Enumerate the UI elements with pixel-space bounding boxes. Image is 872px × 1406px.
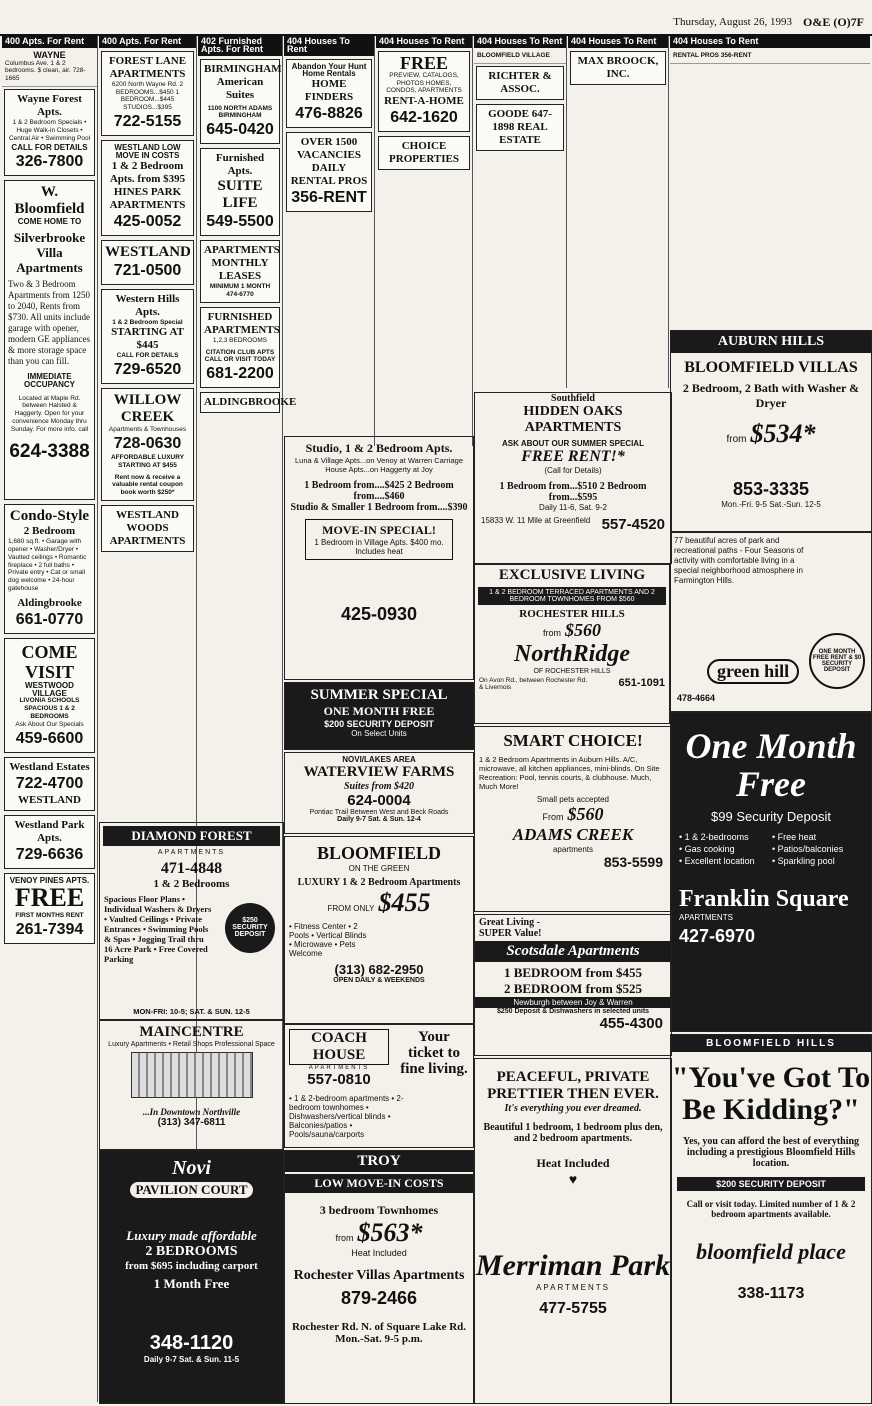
studio-phone: 425-0930 <box>340 604 418 624</box>
column-1 <box>2 36 98 1402</box>
column-3-header: 402 Furnished Apts. For Rent <box>198 36 282 56</box>
novi-hours: Daily 9-7 Sat. & Sun. 11-5 <box>143 1355 240 1364</box>
american-suites-addr: 1100 NORTH ADAMS BIRMINGHAM <box>207 104 273 120</box>
troy-townhomes: 3 bedroom Townhomes <box>319 1203 439 1217</box>
rental-pros-ad <box>286 132 372 212</box>
scotsdale-logo: Scotsdale Apartments <box>475 941 671 962</box>
hidden-oaks-prices: 1 Bedroom from...$510 2 Bedroom from...$595 <box>499 481 647 503</box>
issue-date: Thursday, August 26, 1993 <box>673 16 792 28</box>
column-1-header: 400 Apts. For Rent <box>2 36 97 48</box>
studio-prices: 1 Bedroom from....$425 2 Bedroom from....$460 <box>304 480 454 502</box>
exclusive-price: $560 <box>565 620 601 640</box>
silverbrooke-text: Two & 3 Bedroom Apartments from 1250 to 2040, Rents from $730. All units include garage with opener, modern GE appliances & more storage space than you can fill. <box>8 278 90 366</box>
venoy-name: VENOY PINES APTS. <box>9 875 90 885</box>
come-visit: COME VISIT <box>21 641 78 682</box>
furnished-sub: 1,2,3 BEDROOMS <box>212 336 268 344</box>
american-suites-ad <box>200 59 280 145</box>
building-icon <box>131 1052 253 1098</box>
column-6-header: 404 Houses To Rent <box>474 36 566 48</box>
green-hill-ad <box>670 532 872 712</box>
western-hills-special: 1 & 2 Bedroom Special <box>112 318 183 326</box>
diamond-list: Spacious Floor Plans • Individual Washers & Dryers • Vaulted Ceilings • Private Entrances • Swimming Pools & Spas • Jogging Trail thru 16 Acre Park • Free Covered Parking <box>104 894 212 964</box>
immediate-occupancy: IMMEDIATE OCCUPANCY <box>24 371 75 389</box>
column-8-header: 404 Houses To Rent <box>670 36 870 48</box>
auburn-hills-ad <box>670 330 872 532</box>
forest-lane-phone: 722-5155 <box>113 112 182 130</box>
waterview-city: NOVI/LAKES AREA <box>342 755 416 764</box>
bloomfield-place-phone: 338-1173 <box>737 1285 805 1302</box>
auburn-beds: 2 Bedroom, 2 Bath with Washer & Dryer <box>682 381 860 410</box>
scotsdale-between: Newburgh between Joy & Warren <box>475 997 671 1008</box>
spacious-bedrooms: SPACIOUS 1 & 2 BEDROOMS <box>24 705 75 720</box>
green-hill-logo: green hill <box>707 659 799 684</box>
summer-sub: ONE MONTH FREE <box>323 704 435 718</box>
smart-from: From <box>542 812 564 822</box>
merriman-park-ad <box>474 1058 672 1404</box>
aldingbrooke-phone: 661-0770 <box>15 610 84 628</box>
diamond-hours: MON-FRI: 10-5; SAT. & SUN. 12-5 <box>133 1007 250 1016</box>
willow-creek-phone: 728-0630 <box>113 434 182 452</box>
troy-from: from <box>335 1233 354 1243</box>
westland-park-ad <box>4 815 95 869</box>
westland-estates-name: Westland Estates <box>9 760 90 773</box>
citation-name: CITATION CLUB APTS CALL OR VISIT TODAY <box>204 348 276 364</box>
exclusive-addr: On Avon Rd., between Rochester Rd. & Livernois <box>479 677 588 691</box>
heart-icon: ♥ <box>568 1173 578 1188</box>
suite-life-phone: 549-5500 <box>206 213 274 231</box>
maincentre-city: ...In Downtown Northville <box>142 1107 241 1117</box>
bloomfield-hills-title: "You've Got To Be Kidding?" <box>671 1061 871 1126</box>
willow-creek-luxury: AFFORDABLE LUXURY STARTING AT $455 <box>110 453 185 469</box>
westland-low-movein: WESTLAND LOW MOVE IN COSTS <box>114 142 181 160</box>
hidden-oaks-name: HIDDEN OAKS APARTMENTS <box>523 404 623 435</box>
bloomfield-green-logo: BLOOMFIELD <box>316 843 441 863</box>
bloomfield-hills-deposit: $200 SECURITY DEPOSIT <box>677 1177 865 1191</box>
westwood-phone: 459-6600 <box>15 729 84 747</box>
diamond-forest-ad <box>99 822 284 1020</box>
wayne-forest-call: CALL FOR DETAILS <box>11 143 88 153</box>
adams-creek-sub: apartments <box>552 845 594 854</box>
auburn-price: $534* <box>750 419 816 448</box>
choice-properties-ad <box>378 136 470 170</box>
green-hill-badge: ONE MONTH FREE RENT & $0 SECURITY DEPOSIT <box>809 633 865 689</box>
abandon-hunt: Abandon Your Hunt Home Rentals <box>291 61 367 79</box>
venoy-first-month: FIRST MONTHS RENT <box>15 912 84 920</box>
auburn-phone: 853-3335 <box>732 479 810 499</box>
corporate-ad <box>200 240 280 303</box>
westland-park-phone: 729-6636 <box>15 845 84 863</box>
citation-phone: 681-2200 <box>206 365 274 383</box>
wayne-forest-ad <box>4 89 95 176</box>
willow-creek-name: WILLOW CREEK <box>113 392 182 426</box>
rental-pros-vacancies: OVER 1500 VACANCIES DAILY RENTAL PROS <box>290 136 368 188</box>
max-broock-name: MAX BROOCK, INC. <box>577 54 659 80</box>
rent-a-home-sub: PREVIEW, CATALOGS, PHOTOS HOMES, CONDOS, APARTMENTS <box>386 71 462 95</box>
green-hill-phone: 478-4664 <box>677 693 716 703</box>
section-number: (O)7F <box>833 15 864 29</box>
westland-park-name: Westland Park Apts. <box>14 818 85 844</box>
troy-ad <box>284 1150 474 1404</box>
bloomfield-place-logo: bloomfield place <box>696 1239 846 1264</box>
maincentre-ad <box>99 1020 284 1150</box>
westland-woods-ad <box>101 505 194 552</box>
adams-creek-logo: ADAMS CREEK <box>512 825 634 844</box>
home-finders-name: HOME FINDERS <box>304 78 354 104</box>
corporate-minimum: MINIMUM 1 MONTH <box>209 283 271 291</box>
willow-creek-sub: Apartments & Townhouses <box>108 426 187 434</box>
hidden-oaks-city: Southfield <box>551 393 595 404</box>
peaceful-heat: Heat Included <box>536 1156 610 1170</box>
furnished-apts-title: Furnished Apts. <box>215 152 265 178</box>
willow-creek-ad <box>101 388 194 501</box>
waterview-suites: Suites from $420 <box>343 781 414 792</box>
bloomfield-hills-text: Yes, you can afford the best of everything including a prestigious Bloomfield Hills location. <box>682 1136 860 1169</box>
smart-title: SMART CHOICE! <box>503 731 643 750</box>
bloomfield-title: W. Bloomfield <box>14 184 85 218</box>
condo-style-ad <box>4 504 95 634</box>
bloomfield-green-ad <box>284 836 474 1024</box>
masthead <box>0 0 872 36</box>
hidden-oaks-addr: 15833 W. 11 Mile at Greenfield <box>481 516 591 525</box>
venoy-phone: 261-7394 <box>15 921 84 939</box>
willow-creek-rent: Rent now & receive a valuable rental coupon book worth $250* <box>112 473 183 497</box>
peaceful-beds: Beautiful 1 bedroom, 1 bedroom plus den, and 2 bedroom apartments. <box>483 1122 663 1144</box>
summer-select: On Select Units <box>351 729 407 738</box>
waterview-addr: Pontiac Trail Between West and Beck Roads <box>309 809 449 816</box>
western-hills-call: CALL FOR DETAILS <box>116 352 179 360</box>
column-5-header: 404 Houses To Rent <box>376 36 472 48</box>
maincentre-sub: Luxury Apartments • Retail Shops Professional Space <box>108 1041 275 1048</box>
novi-luxury: Luxury made affordable <box>126 1228 257 1243</box>
section-page <box>803 15 864 30</box>
diamond-beds: 1 & 2 Bedrooms <box>153 878 230 890</box>
auburn-hours: Mon.-Fri. 9-5 Sat.-Sun. 12-5 <box>721 500 821 509</box>
hines-park-ad <box>101 140 194 236</box>
franklin-square-sub: APARTMENTS <box>679 913 733 922</box>
column-4-header: 404 Houses To Rent <box>284 36 374 56</box>
home-finders-ad <box>286 59 372 129</box>
aldingbrooke-furnished-ad <box>200 392 297 413</box>
western-hills-ad <box>101 289 194 385</box>
come-home-to: COME HOME TO <box>17 217 82 227</box>
max-broock-ad <box>570 51 666 85</box>
troy-heat: Heat Included <box>351 1248 407 1258</box>
silverbrooke-phone: 624-3388 <box>9 440 90 462</box>
suite-life-ad <box>200 148 280 236</box>
wayne-heading: WAYNE <box>33 49 66 60</box>
merriman-logo: Merriman Park <box>475 1249 671 1282</box>
silverbrooke-located: Located at Maple Rd. between Halsted & Haggerty. Open for your convenience Monday thru Sunday. For more info. call <box>10 394 89 433</box>
waterview-phone: 624-0004 <box>347 792 411 809</box>
exclusive-from: from <box>543 628 561 638</box>
column-8 <box>670 36 870 328</box>
studio-smaller: Studio & Smaller 1 Bedroom from....$390 <box>290 502 468 513</box>
rent-a-home-free: FREE <box>399 52 448 73</box>
coach-house-sub: APARTMENTS <box>308 1065 370 1071</box>
rent-a-home-name: RENT-A-HOME <box>384 95 464 108</box>
novi-free: 1 Month Free <box>153 1276 230 1291</box>
peaceful-sub: It's everything you ever dreamed. <box>504 1103 642 1114</box>
western-hills-phone: 729-6520 <box>113 361 182 379</box>
column-2-header: 400 Apts. For Rent <box>99 36 196 48</box>
adams-creek-phone: 853-5599 <box>603 854 663 870</box>
silverbrooke-name: Silverbrooke Villa Apartments <box>13 229 86 275</box>
franklin-square-logo: Franklin Square <box>679 886 849 912</box>
scotsdale-phone: 455-4300 <box>599 1015 663 1032</box>
novi-phone: 348-1120 <box>149 1332 234 1354</box>
corporate-phone: 474-6770 <box>226 290 254 298</box>
novi-price: from $695 including carport <box>125 1260 258 1272</box>
studio-movein-sub: 1 Bedroom in Village Apts. $400 mo. Includes heat <box>314 538 444 556</box>
exclusive-city: ROCHESTER HILLS <box>519 608 625 620</box>
maincentre-logo: MAINCENTRE <box>139 1024 244 1040</box>
auburn-title: AUBURN HILLS <box>671 331 871 353</box>
hidden-oaks-phone: 557-4520 <box>601 516 665 533</box>
waterview-name: WATERVIEW FARMS <box>303 764 455 780</box>
rental-pros-phone: 356-RENT <box>291 189 367 207</box>
paper-name: O&E <box>803 15 831 29</box>
summer-special-ad <box>284 682 474 750</box>
auburn-villas: BLOOMFIELD VILLAS <box>684 359 858 376</box>
westland-heading: WESTLAND <box>18 793 81 806</box>
troy-price: $563* <box>357 1218 423 1247</box>
forest-lane-title: FOREST LANE APARTMENTS <box>108 54 187 80</box>
one-month-title: One Month Free <box>685 726 857 804</box>
american-suites-phone: 645-0420 <box>206 121 274 139</box>
feature-pool: • Sparkling pool <box>772 856 835 866</box>
livonia-schools: LIVONIA SCHOOLS <box>19 697 80 705</box>
summer-title: SUMMER SPECIAL <box>310 687 448 703</box>
corporate-title: APARTMENTS MONTHLY LEASES <box>204 244 280 283</box>
condo-list: 1,680 sq.ft. • Garage with opener • Washer/Dryer • Vaulted ceilings • Romantic fireplace • 2 full baths • Private entry • Cat or small dog welcome • 24-hour gatehouse <box>8 538 87 592</box>
forest-lane-ad <box>101 51 194 136</box>
venoy-free: FREE <box>14 883 85 913</box>
hines-name: HINES PARK APARTMENTS <box>109 185 186 211</box>
waterview-hours: Daily 9-7 Sat. & Sun. 12-4 <box>337 816 421 823</box>
coach-house-logo: COACH HOUSE <box>289 1029 389 1065</box>
feature-bedrooms: • 1 & 2-bedrooms <box>679 832 749 842</box>
troy-name: Rochester Villas Apartments <box>293 1268 465 1283</box>
feature-location: • Excellent location <box>679 856 755 866</box>
summer-deposit: $200 SECURITY DEPOSIT <box>324 719 434 729</box>
feature-gas: • Gas cooking <box>679 844 735 854</box>
smart-text: 1 & 2 Bedroom Apartments in Auburn Hills. A/C, microwave, all kitchen appliances, mini-blinds. On Site Recreation: Pool, tennis courts, & clubhouse. Much, Much More! <box>479 755 660 791</box>
merriman-sub: APARTMENTS <box>536 1283 610 1292</box>
smart-price: $560 <box>567 804 604 824</box>
bloomfield-green-phone: (313) 682-2950 <box>334 962 424 977</box>
bloomfield-hills-call: Call or visit today. Limited number of 1 & 2 bedroom apartments available. <box>686 1199 856 1219</box>
coach-house-phone: 557-0810 <box>307 1071 371 1088</box>
studio-movein: MOVE-IN SPECIAL! <box>322 523 436 537</box>
bloomfield-hills-head: BLOOMFIELD HILLS <box>671 1035 871 1052</box>
column-5 <box>376 36 473 446</box>
suite-life-name: SUITE LIFE <box>217 178 263 212</box>
troy-sub: LOW MOVE-IN COSTS <box>285 1174 473 1193</box>
bloomfield-green-sub: ON THE GREEN <box>348 864 410 873</box>
column-7 <box>568 36 669 388</box>
bloomfield-green-open: OPEN DAILY & WEEKENDS <box>333 977 425 984</box>
rent-a-home-phone: 642-1620 <box>390 109 458 127</box>
home-finders-phone: 476-8826 <box>295 105 363 123</box>
goode-ad <box>476 104 564 151</box>
westwood-name: WESTWOOD VILLAGE <box>25 680 74 698</box>
wayne-forest-title: Wayne Forest Apts. <box>17 92 82 118</box>
ask-specials: Ask About Our Specials <box>15 720 84 728</box>
westland-title: WESTLAND <box>105 243 191 260</box>
feature-heat: • Free heat <box>772 832 817 842</box>
one-month-free-ad <box>670 712 872 1032</box>
feature-patios: • Patios/balconies <box>772 844 844 854</box>
auburn-from: from <box>726 434 747 445</box>
bloomfield-green-price: $455 <box>378 888 431 917</box>
diamond-badge: $250 SECURITY DEPOSIT <box>225 903 275 953</box>
rent-a-home-ad <box>378 51 470 132</box>
novi-pavilion-ad <box>99 1150 284 1404</box>
westland-phone: 721-0500 <box>113 261 182 279</box>
pavilion-court-logo: PAVILION COURT <box>130 1182 253 1198</box>
troy-title: TROY <box>285 1151 473 1172</box>
citation-club-ad <box>200 307 280 388</box>
hines-phone: 425-0052 <box>113 212 182 230</box>
aldingbrooke-name: Aldingbrooke <box>17 596 82 609</box>
bloomfield-village-listing: BLOOMFIELD VILLAGE <box>474 51 566 64</box>
bloomfield-green-from: FROM ONLY <box>327 904 375 913</box>
bloomfield-place-ad <box>670 1034 872 1404</box>
scotsdale-two-bed: 2 BEDROOM from $525 <box>503 981 643 996</box>
coach-house-ticket: Your ticket to fine living. <box>400 1029 468 1077</box>
franklin-square-phone: 427-6970 <box>679 926 756 946</box>
hidden-oaks-daily: Daily 11-6, Sat. 9-2 <box>539 503 607 512</box>
wayne-forest-list: 1 & 2 Bedroom Specials • Huge Walk-in Closets • Central Air • Swimming Pool <box>8 118 91 142</box>
column-6 <box>474 36 567 388</box>
goode-name: GOODE 647-1898 REAL ESTATE <box>488 107 552 146</box>
peaceful-title: PEACEFUL, PRIVATE PRETTIER THEN EVER. <box>487 1069 659 1102</box>
richter-name: RICHTER & ASSOC. <box>488 69 552 95</box>
wayne-text: Columbus Ave. 1 & 2 bedrooms. $ clean, air. 728-1665 <box>5 59 86 83</box>
diamond-phone: 471-4848 <box>160 860 223 877</box>
scotsdale-great: Great Living - SUPER Value! <box>479 917 542 939</box>
one-month-deposit: $99 Security Deposit <box>711 809 831 824</box>
scotsdale-one-bed: 1 BEDROOM from $455 <box>503 965 643 980</box>
diamond-sub: APARTMENTS <box>157 849 226 856</box>
studio-sub: Luna & Village Apts...on Venoy at Warren Carriage House Apts...on Haggerty at Joy <box>294 456 464 474</box>
choice-properties-name: CHOICE PROPERTIES <box>389 140 459 166</box>
westland-estates-ad <box>4 757 95 811</box>
western-hills-starting: STARTING AT $445 <box>111 326 184 352</box>
rental-pros-listing: RENTAL PROS 356-RENT <box>670 51 870 64</box>
hidden-oaks-ad <box>474 392 672 564</box>
novi-beds: 2 BEDROOMS <box>145 1244 238 1259</box>
studio-title: Studio, 1 & 2 Bedroom Apts. <box>305 441 453 455</box>
northridge-logo: NorthRidge <box>513 641 630 667</box>
waterview-ad <box>284 752 474 834</box>
bloomfield-green-luxury: LUXURY 1 & 2 Bedroom Apartments <box>297 877 461 888</box>
diamond-title: DIAMOND FOREST <box>103 826 280 846</box>
troy-phone: 879-2466 <box>340 1288 418 1308</box>
studio-ad <box>284 436 474 680</box>
smart-choice-ad <box>474 726 672 912</box>
silverbrooke-ad <box>4 180 95 500</box>
northridge-sub: OF ROCHESTER HILLS <box>533 668 611 675</box>
western-hills-name: Western Hills Apts. <box>115 292 180 318</box>
green-hill-text: 77 beautiful acres of park and recreational paths - Four Seasons of activity with comfortable living in a special neighborhood atmosphere in Farmington Hills. <box>674 536 804 585</box>
aldingbrooke-furnished-name: ALDINGBROOKE <box>204 396 297 409</box>
exclusive-phone: 651-1091 <box>618 677 665 689</box>
bloomfield-green-list: • Fitness Center • 2 Pools • Vertical Blinds • Microwave • Pets Welcome <box>289 922 367 958</box>
hidden-oaks-free: FREE RENT!* <box>521 448 625 465</box>
furnished-big: FURNISHED APARTMENTS <box>204 310 280 336</box>
american-suites-name: BIRMINGHAM American Suites <box>204 62 282 101</box>
westwood-ad <box>4 638 95 753</box>
westland-estates-phone: 722-4700 <box>15 774 84 792</box>
venoy-pines-ad <box>4 873 95 945</box>
novi-logo: Novi <box>172 1157 211 1179</box>
coach-house-list: • 1 & 2-bedroom apartments • 2-bedroom townhomes • Dishwashers/vertical blinds • Balconies/patios • Pools/sauna/carports <box>289 1094 404 1139</box>
wayne-forest-phone: 326-7800 <box>15 153 84 171</box>
richter-ad <box>476 66 564 100</box>
wayne-listing <box>2 51 97 87</box>
hidden-oaks-detail: (Call for Details) <box>544 466 602 475</box>
merriman-phone: 477-5755 <box>539 1300 607 1317</box>
coach-house-ad <box>284 1024 474 1148</box>
condo-title: Condo-Style <box>9 508 90 525</box>
hines-sub: 1 & 2 Bedroom Apts. from $395 <box>109 159 186 185</box>
column-7-header: 404 Houses To Rent <box>568 36 668 48</box>
column-4 <box>284 36 375 446</box>
troy-addr: Rochester Rd. N. of Square Lake Rd. Mon.-Sat. 9-5 p.m. <box>291 1321 467 1345</box>
scotsdale-ad <box>474 914 672 1056</box>
maincentre-phone: (313) 347-6811 <box>157 1117 226 1128</box>
smart-pets: Small pets accepted <box>536 795 610 804</box>
westland-ad <box>101 240 194 285</box>
westland-woods-name: WESTLAND WOODS APARTMENTS <box>109 508 186 547</box>
exclusive-title: EXCLUSIVE LIVING <box>498 567 646 583</box>
exclusive-sub: 1 & 2 BEDROOM TERRACED APARTMENTS AND 2 BEDROOM TOWNHOMES FROM $560 <box>478 587 666 605</box>
exclusive-living-ad <box>474 564 670 724</box>
hidden-oaks-ask: ASK ABOUT OUR SUMMER SPECIAL <box>502 439 644 448</box>
forest-lane-text: 6200 North Wayne Rd. 2 BEDROOMS...$450 1 BEDROOM...$445 STUDIOS...$395 <box>111 80 184 112</box>
scotsdale-deposit: $250 Deposit & Dishwashers in selected units <box>496 1008 650 1015</box>
condo-sub: 2 Bedroom <box>23 525 76 538</box>
